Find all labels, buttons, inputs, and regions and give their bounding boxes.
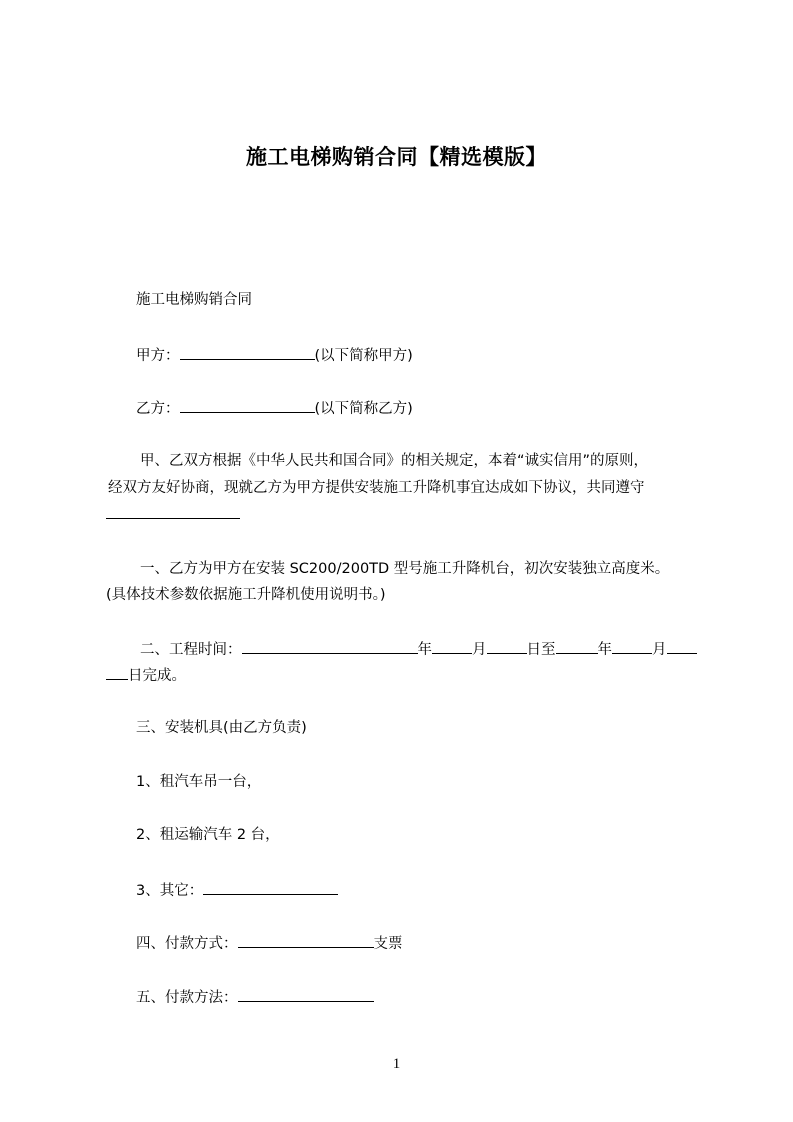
start-day-blank: [487, 638, 527, 654]
clause-4-suffix: 支票: [373, 936, 403, 952]
payment-method-blank: [238, 932, 374, 948]
party-a-blank: [180, 344, 315, 360]
party-a-line: [136, 344, 413, 366]
clause-2-year: 年: [417, 642, 432, 658]
start-month-blank: [432, 638, 472, 654]
end-day-blank-part-1: [667, 638, 697, 654]
preamble-line-1: 甲、乙双方根据《中华人民共和国合同》的相关规定，本着“诚实信用”的原则，: [140, 453, 649, 469]
end-year-blank: [556, 638, 598, 654]
clause-2-end: 日完成。: [128, 668, 186, 684]
clause-3-heading: 三、安装机具(由乙方负责): [136, 720, 307, 736]
preamble-line-2: 经双方友好协商，现就乙方为甲方提供安装施工升降机事宜达成如下协议，共同遵守: [108, 480, 645, 496]
clause-5-line: [136, 986, 374, 1008]
party-b-blank: [180, 397, 315, 413]
clause-2-month-2: 月: [652, 642, 667, 658]
party-b-line: [136, 397, 413, 419]
clause-1-line-1: 一、乙方为甲方在安装 SC200/200TD 型号施工升降机台，初次安装独立高度米。: [140, 561, 670, 577]
end-month-blank: [612, 638, 652, 654]
start-date-blank: [242, 638, 418, 654]
clause-2-year-2: 年: [597, 642, 612, 658]
contract-heading: 施工电梯购销合同: [136, 292, 252, 308]
clause-3-item-2: 2、租运输汽车 2 台，: [136, 827, 280, 843]
page-number: 1: [392, 1056, 401, 1072]
clause-5-label: 五、付款方法：: [136, 990, 238, 1006]
clause-3-item-3: 3、其它：: [136, 883, 204, 899]
other-blank: [203, 879, 338, 895]
end-day-blank-part-2: [106, 664, 128, 680]
clause-2-day-to: 日至: [526, 642, 556, 658]
party-a-label: 甲方：: [136, 348, 180, 364]
clause-2-line-2: [106, 664, 186, 686]
clause-3-item-3-line: [136, 879, 338, 901]
clause-2-month: 月: [472, 642, 487, 658]
preamble-blank: [106, 503, 240, 519]
preamble-blank-line: [106, 503, 240, 525]
clause-2-line-1: [140, 638, 697, 660]
clause-4-line: [136, 932, 403, 954]
party-b-suffix: (以下简称乙方): [314, 401, 413, 417]
party-b-label: 乙方：: [136, 401, 180, 417]
document-title: 施工电梯购销合同【精选模版】: [246, 145, 547, 169]
clause-4-label: 四、付款方式：: [136, 936, 238, 952]
party-a-suffix: (以下简称甲方): [314, 348, 413, 364]
clause-1-line-2: (具体技术参数依据施工升降机使用说明书。): [106, 587, 386, 603]
clause-3-item-1: 1、租汽车吊一台，: [136, 774, 262, 790]
payment-terms-blank: [238, 986, 374, 1002]
clause-2-label: 二、工程时间：: [140, 642, 242, 658]
